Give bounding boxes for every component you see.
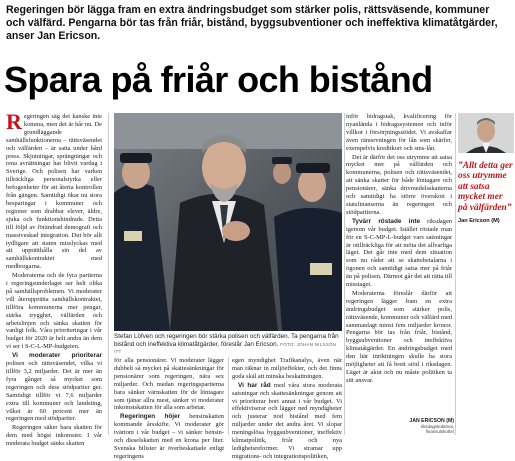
paragraph: inför bidragstak, kvalificering för nyanlända i bidragssystemen och inför villkor i försörjningsstödet. Vi avskaffar även rämsrvningen för lån som skärfer, exempelvis kreditkort och sms-lån. (346, 113, 452, 152)
body-column-3 (232, 357, 342, 460)
drop-cap: R (6, 109, 22, 134)
author-portrait (458, 113, 514, 153)
paragraph: Tyvärr röstade inte riksdagen igenom vår budget. Istället röstade man för en S-C-MP-L-budget vars satsningar är otillräckliga för att möta det allvarliga läget. Det går inte med dem situation som nu råder att se skattebetalarna i ögonen och samtidigt satsa mer på friår än på polisen. Därmot går det att rätta till misstaget. (346, 217, 452, 289)
body-column-1 (6, 109, 102, 448)
paragraph: egen myndighet Trafikanalys, även när man räknar in miljöeffekter, och det finns goda skäl att minska beskattningen. (232, 357, 342, 380)
body-column-2 (114, 357, 224, 460)
subhead: Vi har råd (238, 381, 271, 389)
paragraph: Regeringen säker bara skatten för dem med högst inkomster. I vår moderata budget sänks skatten (6, 424, 102, 448)
column-rule (344, 113, 345, 435)
column-rule (455, 113, 456, 435)
paragraph: Regeringen höjer bensinskatten kommande årsskifte. Vi moderater gör tvärtom i vår budget – vi sänker bensin- och dieselskatten med en krona per liter. Svenska bilister är överbeskattade enligt regeringens (114, 413, 224, 460)
author-role: riksdagsledamot, finansutskottet (420, 424, 454, 434)
subhead: Vi moderater prioriterar (12, 352, 102, 360)
body-column-4 (346, 113, 452, 435)
article-lede: Regeringen bör lägga fram en extra ändringsbudget som stärker polis, rättsväsende, kommuner och välfärd. Pengarna bör tas från friår, bistånd, byggsubventioner och ineffektiva klimatåtgärder, anser Jan Ericson. (6, 4, 498, 42)
paragraph: Det är därför det oss utrymme att satsa mycket mer på välfärden och kommunerna, polisen och rättsväsendet, att sänka skatter för både löntagare och pensionärer, sänka drivmedelsskatterna och samtidigt ha större överskott i statsfinanserna än regeringen och stödpartierna. (346, 153, 452, 216)
subhead: Regeringen höjer (120, 413, 181, 421)
paragraph: för alla pensionärer. Vi moderater lägger dubbelt så mycket på skattesänkningar för pensionärer som regeringen, nära sex miljarder. Och medan regeringspartierna bara sänker värnskatten för de löntagare som tjänar allra mest, sänker vi moderater inkomstskatten för alla som arbetar. (114, 357, 224, 412)
subhead: Tyvärr röstade inte (352, 217, 421, 225)
pull-quote: ”Allt detta ger oss utrymme att satsa mycket mer på välfärden” (458, 161, 513, 213)
photo-caption: Stefan Löfven och regeringen bör stärka polisen och välfärden. Ta pengarna från bistånd och ineffektiva klimatåtgärder, föreslår Jan Ericson. FOTO: JOHAN NILSSON /TT (114, 333, 339, 355)
pull-quote-byline: Jan Ericson (M) (458, 218, 500, 225)
paragraph: Vi moderater prioriterar polisen och rättsväsendet, vilka vi tillför 3,2 miljarder. Det är mer än fyra gånger så mycket som regeringen och dess stödpartier ger. Samtidigt tillför vi 7,6 miljarder extra till kommuner och landsting, vilket är 60 procent mer än regeringen med stödpartier. (6, 352, 102, 423)
column-rule (228, 357, 229, 435)
author-signoff (398, 418, 454, 434)
paragraph: Regeringen säg det kanske inte komma, men det är hår nu. De grundläggande samhällsfunktionerna – rättsväsendet och välfärden – är satta under hård press. Skjutningar, sprängningar och rena avrättningar har blivit vardag i Sverige. Och polisen har varken tillräckliga personalstyrka eller befogenheter för att återta kontrollen från gängen. Samtidigt ökar nu stora besparingar i kommuner och regioner som drabbar elever, äldre, sjuka och funktionshindrade. Detta till följd av förändrad demografi och massiveskad integration. Dut bör allt tydligare att staten misslyckas med att upprätthålla sin del av samhällskontraktet med medborgarna. (6, 109, 102, 271)
news-photo (114, 113, 342, 331)
paragraph: Moderaterna och de fyra partierna i regeringsunderlaget ser helt olika på samhällsproblemen. Vi moderater vill återupprätta samhällskontraktet, tillföra kommunerna mer pengar, stärka trygghet, välfärden och arbetslinjen och sänka skatten för vanligt folk. Våra prioriteringar i vår budget för 2020 är helt andra än dem vi ser i S-C-L-MP-budgeten. (6, 272, 102, 351)
paragraph: Vi har råd med våra stora moderata satsningar och skattesänkningar genom att vi prioriterar bort annat i vår budget. Vi effektiviserar och lägger ned myndigheter och justerar nod bistånd med fem miljarder under det andra året. Vi slopar meningslösa byggsubventioner, ineffektiv klimatpolitik, friår och nya ledighetsreformer. Vi stramar upp migrations- och integrationspolitiken, (232, 381, 342, 460)
paragraph: Moderaterna föreslår därför att regeringen lägger fram en extra ändringsbudget som stärker polis, rättsväsende, kommuner och välfärd med sammanlagt minst fem miljarder kronor. Pengarna bör tas från friår, bistånd, byggsubventioner och ineffektiva klimatåtgärder. En ändringsbudget med den här inriktningen skulle ha stora möjligheter att få brett stöd i riksdagen. Läget är akut och nu måste politiken ta sitt ansvar. (346, 289, 452, 384)
author-name: JAN ERICSON (M) (409, 418, 454, 424)
column-rule (108, 113, 109, 435)
photo-credit: FOTO: JOHAN NILSSON /TT (114, 341, 337, 355)
pull-quote-sidebar (458, 113, 514, 224)
article-headline: Spara på friår och bistånd (4, 59, 433, 100)
